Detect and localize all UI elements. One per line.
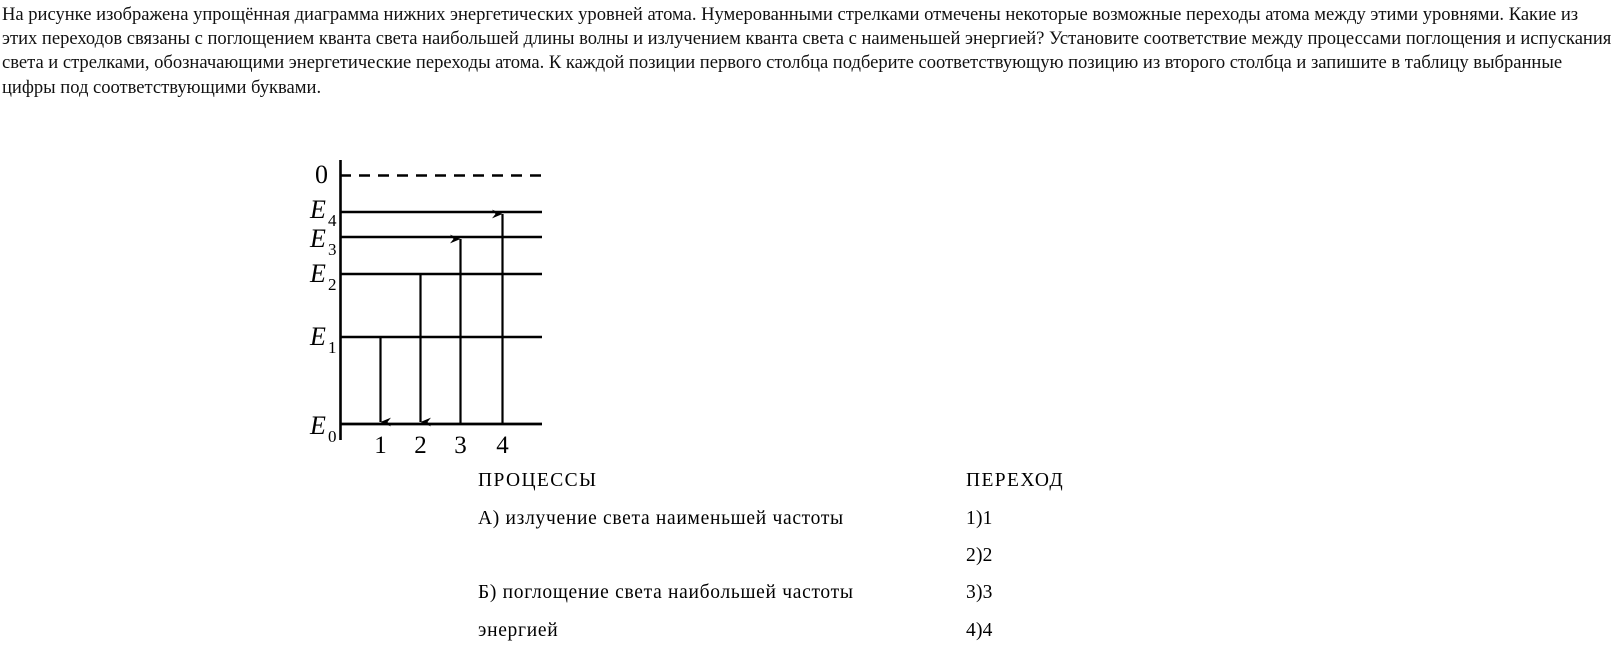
svg-text:4: 4	[328, 211, 337, 230]
svg-text:E: E	[310, 259, 326, 288]
matching-right-header: ПЕРЕХОД	[966, 470, 1065, 491]
problem-statement	[2, 3, 1614, 100]
matching-left-header: ПРОЦЕССЫ	[478, 470, 598, 491]
svg-text:3: 3	[328, 240, 337, 259]
level-label-zero: 0	[315, 160, 328, 189]
level-label-e0	[309, 411, 337, 446]
svg-text:E: E	[310, 224, 326, 253]
transition-number-3: 3	[454, 432, 467, 459]
svg-text:E: E	[310, 195, 326, 224]
level-label-e2	[309, 259, 337, 294]
svg-text:0: 0	[328, 427, 337, 446]
transition-option-4[interactable]: 4)4	[966, 620, 993, 641]
transition-option-2[interactable]: 2)2	[966, 545, 993, 566]
svg-text:2: 2	[328, 275, 337, 294]
transition-option-3[interactable]: 3)3	[966, 582, 993, 603]
transition-number-4: 4	[496, 432, 509, 459]
level-label-e1	[309, 322, 337, 357]
process-item-b: Б) поглощение света наибольшей частоты	[478, 582, 854, 603]
process-item-a: А) излучение света наименьшей частоты	[478, 508, 844, 529]
energy-level-diagram	[280, 150, 580, 470]
transition-option-1[interactable]: 1)1	[966, 508, 993, 529]
process-item-b-continuation: энергией	[478, 620, 559, 641]
problem-statement-text: На рисунке изображена упрощённая диаграмма нижних энергетических уровней атома. Нумерованными стрелками отмечены некоторые возможные переходы атома между этими уровнями. Какие из этих переходов связаны с поглощением кванта света наибольшей длины волны и излучением кванта света с наименьшей энергией? Установите соответствие между процессами поглощения и испускания света и стрелками, обозначающими энергетические переходы атома. К каждой позиции первого столбца подберите соответствующую позицию из второго столбца и запишите в таблицу выбранные цифры под соответствующими буквами.	[2, 4, 1612, 98]
transition-number-1: 1	[374, 432, 387, 459]
svg-text:1: 1	[328, 338, 337, 357]
svg-text:E: E	[310, 411, 326, 440]
transition-number-2: 2	[414, 432, 427, 459]
svg-text:E: E	[310, 322, 326, 351]
